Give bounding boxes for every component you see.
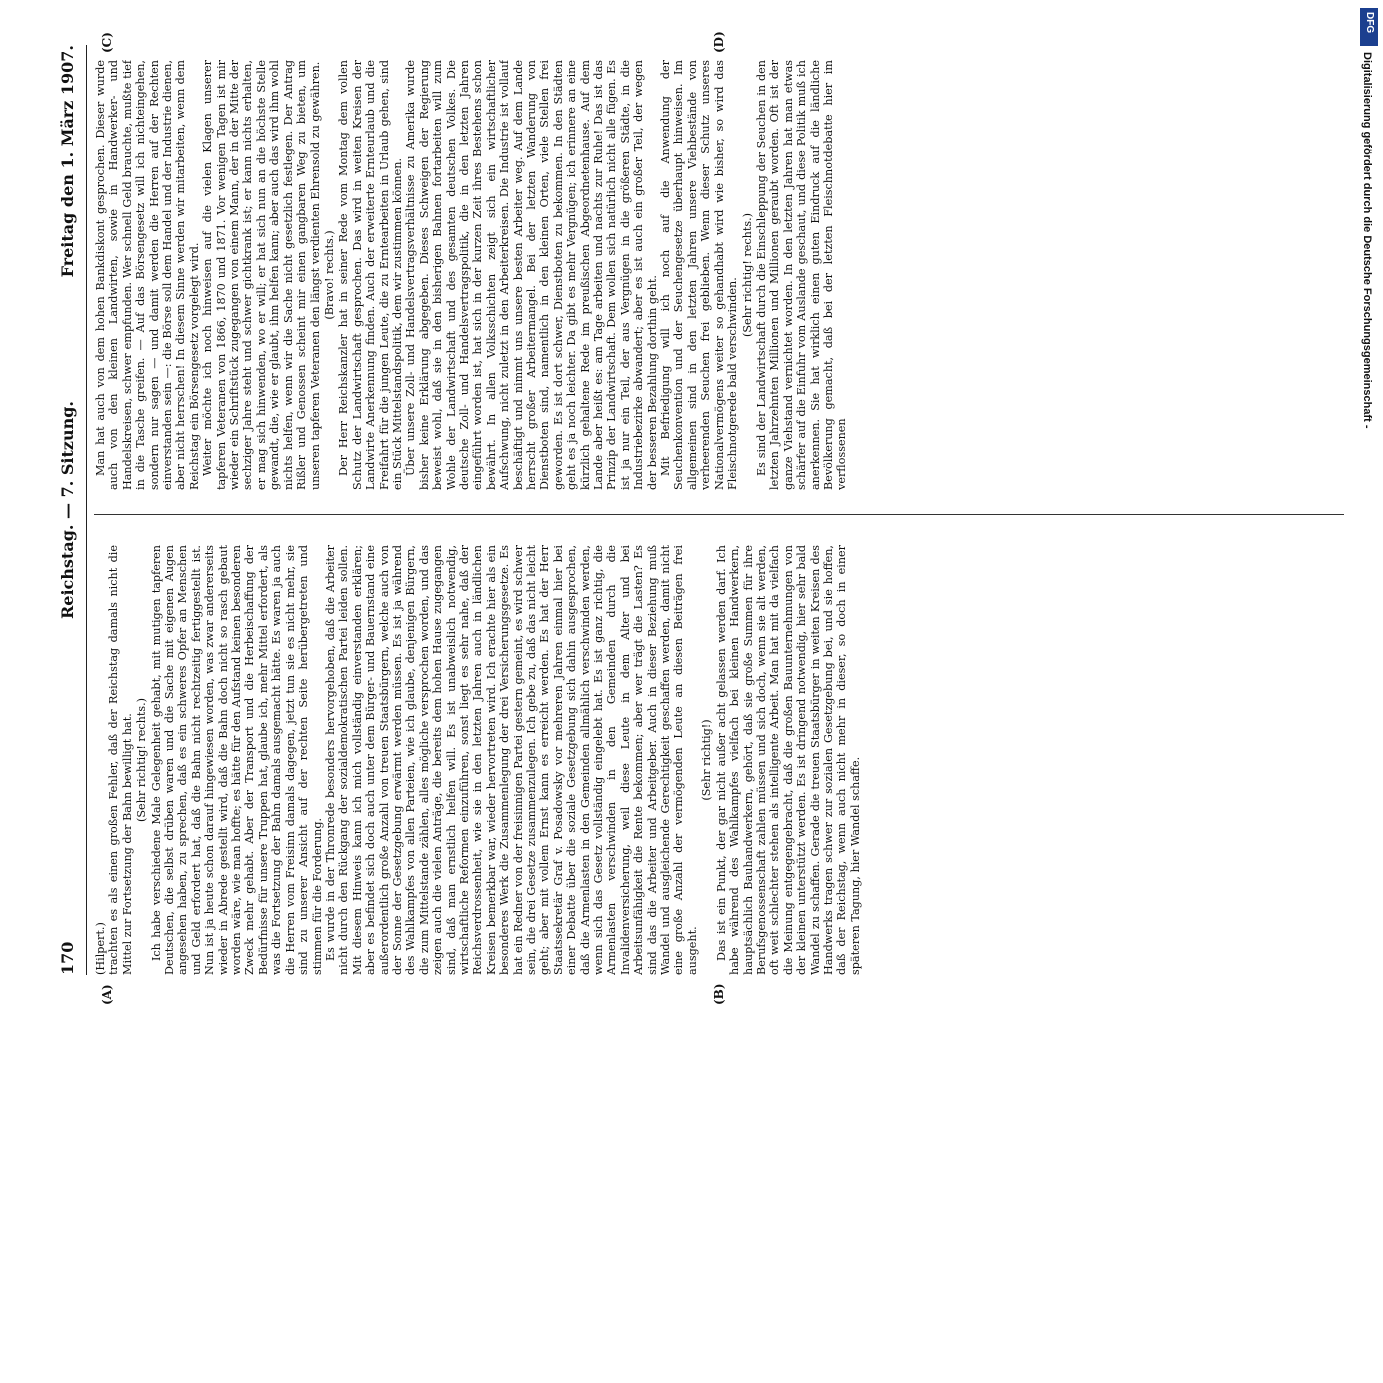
paragraph: Ich habe verschiedene Male Gelegenheit gehabt, mit mutigen tapferen Deutschen, die selbst drüben waren und die Sache mit eigenen Augen angesehen haben, zu sprechen, daß es ein schweres Opfer an Menschen und Geld erfordert hat, daß die Bahn nicht rechtzeitig fertiggestellt ist. Nun ist ja heute schon darauf hingewiesen worden, was zwar andererseits wieder in Abrede gestellt wird, daß die Bahn doch nicht so rasch gebaut worden wäre, wie man hoffte; es hätte für den Aufstand keinen besonderen Zweck mehr gehabt. Aber der Transport und die Herbeischaffung der Bedürfnisse für unsere Truppen hat, glaube ich, mehr Mittel erfordert, als was die Fortsetzung der Bahn damals ausgemacht hätte. Es waren ja auch die Herren vom Freisinn damals dagegen, jetzt tun sie es nicht mehr, sie sind zu unserer Ansicht auf der rechten Seite herübergetreten und stimmen für die Forderung.	[149, 545, 324, 975]
interjection: (Bravo! rechts.)	[322, 230, 336, 320]
text-column-right	[94, 60, 1344, 490]
paragraph: Über unsere Zoll- und Handelsvertragsverhältnisse zu Amerika wurde bisher keine Erklärung abgegeben. Dieses Schweigen der Regierung beweist wohl, daß sie in den bisherigen Bahnen fortarbeiten will zum Wohle der Landwirtschaft und des gesamten deutschen Volkes. Die deutsche Zoll- und Handelsvertragspolitik, die in den letzten Jahren eingeführt worden ist, hat sich in der kurzen Zeit ihres Bestehens schon bewährt. In allen Volksschichten zeigt sich ein wirtschaftlicher Aufschwung, nicht zuletzt in den Arbeiterkreisen. Die Industrie ist vollauf beschäftigt und nimmt uns unsere besten Arbeiter weg. Auf dem Lande herrscht großer Arbeitermangel. Bei der letzten Wanderung von Dienstboten sind, namentlich in den kleinen Orten, viele Stellen frei geworden. Es ist dort schwer, Dienstboten zu bekommen. In den Städten geht es ja noch leichter. Da gibt es mehr Vergnügen; ich erinnere an eine kürzlich gehaltene Rede im preußischen Abgeordnetenhause. Auf dem Lande aber heißt es: am Tage arbeiten und nachts zur Ruhe! Das ist das Prinzip der Landwirtschaft. Dem wollen sich natürlich nicht alle fügen. Es ist ja nur ein Teil, der aus Vergnügen in die größeren Städte, in die Industriebezirke abwandert; aber es ist auch ein großer Teil, der wegen der besseren Bezahlung dorthin geht.	[404, 60, 659, 490]
paragraph: (Hilpert.)	[94, 922, 107, 975]
paragraph: Der Herr Reichskanzler hat in seiner Rede vom Montag dem vollen Schutz der Landwirtschaft gesprochen. Das wird in weiten Kreisen der Landwirte Anerkennung finden. Auch der erweiterte Ernteurlaub und die Freifahrt für die jungen Leute, die zu Erntearbeiten in Urlaub gehen, sind ein Stück Mittelstandspolitik, dem wir zustimmen können.	[337, 60, 404, 490]
paragraph: Man hat auch von dem hohen Bankdiskont gesprochen. Dieser wurde auch von den kleinen Landwirten, sowie in Handwerker- und Handelskreisen, schwer empfunden. Wer schnell Geld brauchte, mußte tief in die Tasche greifen. — Auf das Börsengesetz will ich nichteingehen, sondern nur sagen — und damit werden die Herren auf der Rechten einverstanden sein —: die Börse soll dem Handel und der Industrie dienen, aber nicht herrschen! In diesem Sinne werden wir mitarbeiten, wenn dem Reichstag ein Börsengesetz vorgelegt wird.	[94, 60, 201, 490]
paragraph: Weiter möchte ich noch hinweisen auf die vielen Klagen unserer tapferen Veteranen von 1866, 1870 und 1871. Vor wenigen Tagen ist mir wieder ein Schriftstück zugegangen von einem Mann, der in der Mitte der sechziger Jahre steht und schwer gichtkrank ist; er kann nichts erhalten, er mag sich hinwenden, wo er will; er hat sich nun an die höchste Stelle gewandt, die, wie er glaubt, ihm helfen kann; aber auch das wird ihm wohl nichts helfen, wenn wir die Sache nicht gesetzlich festlegen. Der Antrag Rißler und Genossen scheint mir einen gangbaren Weg zu bieten, um unseren tapferen Veteranen den längst verdienten Ehrensold zu gewähren.	[201, 60, 322, 490]
digitization-credit	[1359, 52, 1377, 1042]
page-number: 170	[58, 941, 77, 975]
dfg-logo: DFG	[1360, 8, 1378, 46]
margin-marker-a: (A)	[100, 984, 114, 1005]
margin-marker-b: (B)	[712, 983, 726, 1005]
text-column-left	[94, 545, 1344, 975]
reichstag-protocol-page	[52, 31, 1352, 1005]
paragraph: Es wurde in der Thronrede besonders hervorgehoben, daß die Arbeiter nicht durch den Rückgang der sozialdemokratischen Partei leiden sollen. Mit diesem Hinweis kann ich mich vollständig einverstanden erklären; aber es befindet sich doch auch unter dem Bürger- und Bauernstand eine außerordentlich große Anzahl von treuen Staatsbürgern, welche auch von der Sonne der Gesetzgebung erwärmt werden müssen. Es ist ja während des Wahlkampfes von allen Parteien, wie ich glaube, denjenigen Bürgern, die zum Mittelstande zählen, alles mögliche versprochen worden, und das zeigen auch die vielen Anträge, die bereits dem hohen Hause zugegangen sind, daß man ernstlich helfen will. Es ist unabweislich notwendig, wirtschaftliche Reformen einzuführen, sonst liegt es sehr nahe, daß der Reichsverdrossenheit, wie sie in den letzten Jahren auch in ländlichen Kreisen bemerkbar war, wieder hervortreten wird. Ich erachte hier als ein besonderes Werk die Zusammenlegung der drei Versicherungsgesetze. Es hat ein Redner von der freisinnigen Partei gestern gemeint, es wird schwer sein, die drei Gesetze zusammenzulegen. Ich gebe zu, daß das nicht leicht geht; aber mit vollem Ernst kann es erreicht werden. Es hat der Herr Staatssekretär Graf v. Posadowsky vor mehreren Jahren einmal hier bei einer Debatte über die soziale Gesetzgebung sich dahin ausgesprochen, daß die Armenlasten in den Gemeinden allmählich verschwinden werden, wenn sich das Gesetz vollständig eingelebt hat. Es ist ganz richtig, die Armenlasten verschwinden in den Gemeinden durch die Invalidenversicherung, weil diese Leute in dem Alter und bei Arbeitsunfähigkeit die Rente bekommen; aber wer trägt die Lasten? Es sind das die Arbeiter und Arbeitgeber. Auch in dieser Beziehung muß Wandel und ausgleichende Gerechtigkeit geschaffen werden, damit nicht eine große Anzahl der vermögenden Leute an diesen Beiträgen frei ausgeht.	[323, 545, 699, 975]
margin-marker-d: (D)	[712, 31, 726, 53]
session-date: Freitag den 1. März 1907.	[58, 45, 77, 278]
interjection: (Sehr richtig! rechts.)	[135, 697, 149, 823]
column-divider	[94, 514, 1344, 515]
page-header	[52, 45, 87, 975]
paragraph: Das ist ein Punkt, der gar nicht außer acht gelassen werden darf. Ich habe während des Wahlkampfes vielfach bei kleinen Handwerkern, hauptsächlich Bauhandwerkern, gehört, daß sie große Summen für ihre Berufsgenossenschaft zahlen müssen und sich doch, wenn sie alt werden, oft weit schlechter stehen als intelligente Arbeit. Man hat mit da vielfach die Meinung entgegengebracht, daß die großen Bauunternehmungen von der kleinen unterstützt werden. Es ist dringend notwendig, hier sehr bald Wandel zu schaffen. Gerade die treuen Staatsbürger in weiten Kreisen des Handwerks tragen schwer zur sozialen Gesetzgebung bei, und sie hoffen, daß der Reichstag, wenn auch nicht mehr in dieser, so doch in einer späteren Tagung, hier Wandel schaffe.	[714, 545, 862, 975]
interjection: (Sehr richtig! rechts.)	[740, 212, 754, 338]
paragraph: trachten es als einen großen Fehler, daß der Reichstag damals nicht die Mittel zur Fortsetzung der Bahn bewilligt hat.	[107, 545, 134, 975]
interjection: (Sehr richtig!)	[700, 719, 714, 801]
margin-marker-c: (C)	[100, 32, 114, 53]
paragraph: Mit Befriedigung will ich noch auf die Anwendung der Seuchenkonvention und der Seuchengesetze überhaupt hinweisen. Im allgemeinen sind in den letzten Jahren unsere Viehbestände von verheerenden Seuchen frei geblieben. Wenn dieser Schutz unseres Nationalvermögens weiter so gehandhabt wird wie bisher, so wird das Fleischnotgerede bald verschwinden.	[659, 60, 740, 490]
session-title: Reichstag. — 7. Sitzung.	[58, 401, 77, 619]
paragraph: Es sind der Landwirtschaft durch die Einschleppung der Seuchen in den letzten Jahrzehnten Millionen und Millionen geraubt worden. Oft ist der ganze Viehstand vernichtet worden. In den letzten Jahren hat man etwas schärfer auf die Einfuhr vom Auslande geschaut, und diese Politik muß ich anerkennen. Sie hat wirklich einen guten Eindruck auf die ländliche Bevölkerung gemacht, daß bei der letzten Fleischnotdebatte hier im verflossenen	[754, 60, 849, 490]
credit-text: Digitalisierung gefördert durch die Deutsche Forschungsgemeinschaft -	[1361, 52, 1373, 429]
